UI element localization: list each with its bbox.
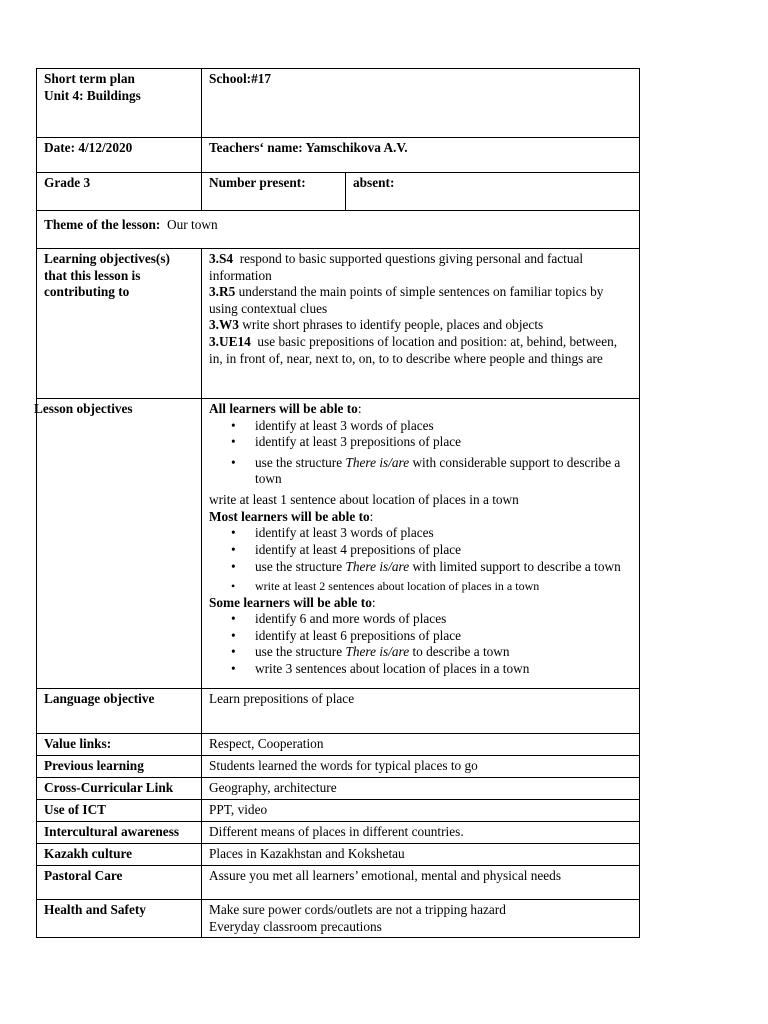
grade-label: Grade 3 bbox=[44, 175, 91, 190]
learning-objectives-row bbox=[37, 249, 640, 399]
list-item: • write 3 sentences about location of places in a town bbox=[255, 661, 632, 678]
objective-text: understand the main points of simple sentences on familiar topics by using contextual clues bbox=[209, 284, 604, 316]
list-item: • write at least 2 sentences about location of places in a town bbox=[255, 578, 632, 595]
row-label-cell bbox=[37, 844, 202, 866]
date-label: Date: 4/12/2020 bbox=[44, 140, 133, 155]
row-value-cell bbox=[202, 689, 640, 734]
objective-item bbox=[209, 317, 632, 334]
row-label: Health and Safety bbox=[44, 902, 146, 917]
row-label-cell bbox=[37, 866, 202, 900]
most-heading-text: Most learners will be able to bbox=[209, 508, 370, 524]
all-learners-tail: write at least 1 sentence about location of places in a town bbox=[209, 491, 519, 507]
learning-objectives-cell bbox=[202, 249, 640, 399]
date-row bbox=[37, 138, 640, 173]
row-value: Places in Kazakhstan and Kokshetau bbox=[209, 846, 405, 861]
theme-cell bbox=[37, 211, 640, 249]
structure-post: with limited support to describe a town bbox=[409, 559, 621, 575]
most-learners-heading: Most learners will be able to: bbox=[209, 508, 374, 524]
objective-item bbox=[209, 284, 632, 317]
objective-item bbox=[209, 251, 632, 284]
table-row bbox=[37, 800, 640, 822]
row-label: Cross-Curricular Link bbox=[44, 780, 174, 795]
list-item: • identify at least 3 words of places bbox=[255, 525, 632, 542]
table-row bbox=[37, 778, 640, 800]
theme-row bbox=[37, 211, 640, 249]
row-value: PPT, video bbox=[209, 802, 268, 817]
structure-post: with considerable support to describe a town bbox=[255, 454, 621, 487]
list-item: • identify at least 3 words of places bbox=[255, 418, 632, 435]
most-learners-list bbox=[209, 525, 632, 594]
objective-code: 3.R5 bbox=[209, 284, 236, 300]
absent-cell bbox=[346, 173, 640, 211]
lesson-plan-table bbox=[36, 68, 640, 938]
all-learners-list bbox=[209, 418, 632, 488]
row-value-cell bbox=[202, 866, 640, 900]
theme-label: Theme of the lesson: bbox=[44, 217, 161, 232]
lesson-plan-document bbox=[36, 68, 640, 938]
row-value: Students learned the words for typical places to go bbox=[209, 758, 478, 773]
teacher-name: Teachers‘ name: Yamschikova A.V. bbox=[209, 140, 408, 155]
row-label-cell bbox=[37, 778, 202, 800]
unit-title: Unit 4: Buildings bbox=[44, 87, 141, 103]
row-label-cell bbox=[37, 822, 202, 844]
absent-label: absent: bbox=[353, 175, 395, 190]
row-value-cell bbox=[202, 778, 640, 800]
theme-value: Our town bbox=[167, 217, 218, 232]
learning-objectives-label-cell bbox=[37, 249, 202, 399]
row-label: Kazakh culture bbox=[44, 846, 133, 861]
table-row bbox=[37, 866, 640, 900]
header-row bbox=[37, 69, 640, 138]
structure-pre: use the structure bbox=[255, 454, 346, 470]
row-label: Language objective bbox=[44, 691, 155, 706]
lesson-objectives-cell bbox=[202, 399, 640, 689]
row-value: Different means of places in different countries. bbox=[209, 824, 464, 839]
number-present-label: Number present: bbox=[209, 175, 306, 190]
lesson-objectives-row bbox=[37, 399, 640, 689]
some-learners-heading: Some learners will be able to: bbox=[209, 594, 376, 610]
table-row bbox=[37, 900, 640, 938]
row-value-cell bbox=[202, 844, 640, 866]
row-value-cell bbox=[202, 900, 640, 938]
school-cell bbox=[202, 69, 640, 138]
list-item bbox=[255, 644, 632, 661]
structure-post: to describe a town bbox=[409, 644, 510, 660]
row-value: Assure you met all learners’ emotional, mental and physical needs bbox=[209, 868, 562, 883]
row-value-cell bbox=[202, 756, 640, 778]
row-label: Value links: bbox=[44, 736, 112, 751]
grade-cell bbox=[37, 173, 202, 211]
structure-pre: use the structure bbox=[255, 559, 346, 575]
objective-code: 3.UE14 bbox=[209, 333, 251, 349]
row-value: Make sure power cords/outlets are not a tripping hazard bbox=[209, 902, 506, 917]
list-item: • identify at least 3 prepositions of place bbox=[255, 434, 632, 451]
row-label-cell bbox=[37, 734, 202, 756]
lesson-objectives-label: Lesson objectives bbox=[34, 401, 133, 416]
list-item bbox=[255, 455, 632, 488]
date-cell bbox=[37, 138, 202, 173]
structure-em: There is/are bbox=[345, 644, 410, 660]
plan-type: Short term plan bbox=[44, 71, 135, 86]
row-label-cell bbox=[37, 756, 202, 778]
list-item: • identify at least 4 prepositions of place bbox=[255, 542, 632, 559]
row-value-cell bbox=[202, 800, 640, 822]
row-value-secondary: Everyday classroom precautions bbox=[209, 918, 382, 934]
row-label: Previous learning bbox=[44, 758, 144, 773]
row-label: Use of ICT bbox=[44, 802, 107, 817]
grade-row bbox=[37, 173, 640, 211]
objective-item bbox=[209, 334, 632, 367]
list-item: • identify 6 and more words of places bbox=[255, 611, 632, 628]
table-row bbox=[37, 756, 640, 778]
row-value: Learn prepositions of place bbox=[209, 691, 355, 706]
row-value: Respect, Cooperation bbox=[209, 736, 324, 751]
row-label-cell bbox=[37, 900, 202, 938]
objective-text: use basic prepositions of location and position: at, behind, between, in, in front of, near, next to, on, to to describe where people and things are bbox=[209, 333, 618, 366]
learning-objectives-label: Learning objectives(s) that this lesson is contributing to bbox=[44, 251, 170, 300]
teacher-cell bbox=[202, 138, 640, 173]
row-label: Pastoral Care bbox=[44, 868, 123, 883]
table-row bbox=[37, 734, 640, 756]
all-learners-heading: All learners will be able to: bbox=[209, 401, 362, 416]
row-value-cell bbox=[202, 822, 640, 844]
some-heading-text: Some learners will be able to bbox=[209, 594, 372, 610]
structure-em: There is/are bbox=[345, 454, 410, 470]
objective-text: respond to basic supported questions giving personal and factual information bbox=[209, 251, 584, 283]
table-row bbox=[37, 822, 640, 844]
list-item: • identify at least 6 prepositions of place bbox=[255, 628, 632, 645]
list-item bbox=[255, 559, 632, 576]
objective-code: 3.W3 bbox=[209, 317, 239, 333]
structure-pre: use the structure bbox=[255, 644, 346, 660]
objective-text: write short phrases to identify people, places and objects bbox=[242, 317, 544, 333]
row-label-cell bbox=[37, 800, 202, 822]
row-value-cell bbox=[202, 734, 640, 756]
lesson-objectives-label-cell bbox=[34, 399, 202, 689]
plan-title-cell bbox=[37, 69, 202, 138]
row-label: Intercultural awareness bbox=[44, 824, 180, 839]
table-row bbox=[37, 844, 640, 866]
table-row bbox=[37, 689, 640, 734]
objective-code: 3.S4 bbox=[209, 251, 234, 266]
some-learners-list bbox=[209, 611, 632, 677]
row-label-cell bbox=[37, 689, 202, 734]
structure-em: There is/are bbox=[345, 559, 410, 575]
number-present-cell bbox=[202, 173, 346, 211]
all-heading-text: All learners will be able to bbox=[209, 401, 358, 416]
row-value: Geography, architecture bbox=[209, 780, 337, 795]
school-label: School:#17 bbox=[209, 71, 272, 86]
